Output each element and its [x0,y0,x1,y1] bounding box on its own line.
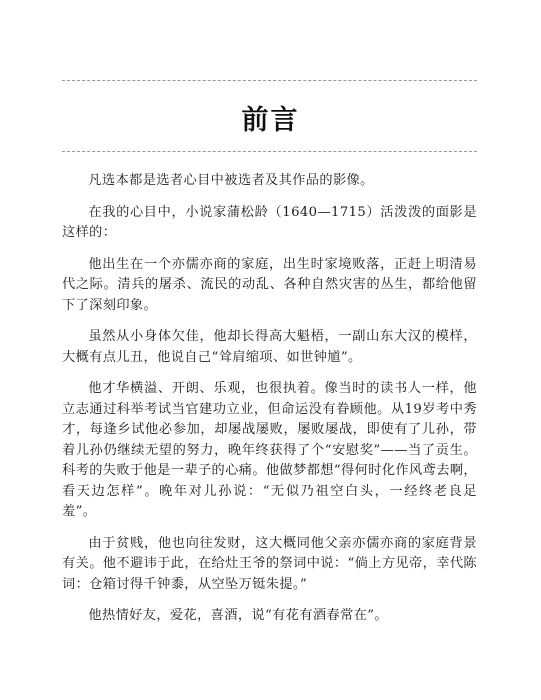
paragraph: 他出生在一个亦儒亦商的家庭，出生时家境败落，正赶上明清易代之际。清兵的屠杀、流民的动乱、各种自然灾害的丛生，都给他留下了深刻印象。 [62,256,477,313]
top-divider [62,80,477,81]
paragraph: 虽然从小身体欠佳，他却长得高大魁梧，一副山东大汉的模样，大概有点儿丑，他说自己“耸肩缩项、如世钟馗”。 [62,329,477,365]
paragraph: 他才华横溢、开朗、乐观，也很执着。像当时的读书人一样，他立志通过科举考试当官建功立业，但命运没有眷顾他。从19岁考中秀才，每逢乡试他必参加，却屡战屡败，屡败屡战，即使有了儿孙，带着儿孙仍继续无望的努力，晚年终获得了个“安慰奖”——当了贡生。科考的失败于他是一辈子的心痛。他做梦都想“得何时化作风鸢去啊，看天边怎样”。晚年对儿孙说：“无似乃祖空白头，一经终老良足羞”。 [62,381,477,519]
paragraph: 在我的心目中，小说家蒲松龄（1640—1715）活泼泼的面影是这样的： [62,204,477,240]
page-title: 前言 [241,105,300,136]
bottom-divider [62,151,477,152]
paragraph: 他热情好友，爱花，喜酒，说“有花有酒春常在”。 [88,608,389,623]
paragraph: 凡选本都是选者心目中被选者及其作品的影像。 [88,173,374,188]
preface-body [62,171,477,638]
paragraph: 由于贫贱，他也向往发财，这大概同他父亲亦儒亦商的家庭背景有关。他不避讳于此，在给灶王爷的祭词中说：“倘上方见帝，幸代陈词：仓箱讨得千钟黍，从空坠万铤朱提。” [62,535,477,592]
